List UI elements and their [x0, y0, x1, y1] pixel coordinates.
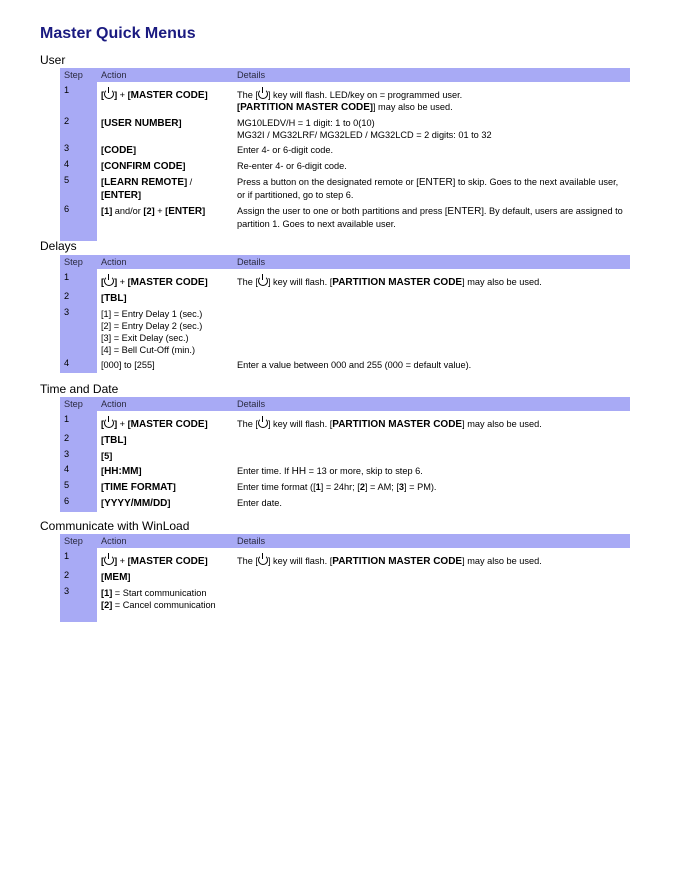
- table-row: [60, 82, 630, 116]
- step-number: 3: [64, 143, 70, 153]
- col-details: Details: [233, 397, 630, 411]
- step-number: 2: [64, 570, 70, 580]
- action-cell: [TIME FORMAT]: [101, 482, 176, 493]
- col-details: Details: [233, 68, 630, 82]
- action-cell: [LEARN REMOTE] / [ENTER]: [101, 177, 193, 201]
- action-cell: [TBL]: [101, 293, 127, 304]
- power-key-icon: [104, 555, 114, 565]
- table-row: [60, 116, 630, 143]
- power-key-icon: [258, 418, 268, 428]
- step-number: 4: [64, 159, 70, 169]
- col-action: Action: [97, 534, 233, 548]
- details-cell: The [ ] key will flash. [PARTITION MASTER CODE] may also be used.: [237, 556, 542, 567]
- step-number: 2: [64, 116, 70, 126]
- step-number: 3: [64, 307, 70, 317]
- table-row: [60, 143, 630, 159]
- details-cell: The [ ] key will flash. [PARTITION MASTER CODE] may also be used.: [237, 419, 542, 430]
- step-number: 1: [64, 414, 70, 424]
- col-details: Details: [233, 534, 630, 548]
- action-cell: [CONFIRM CODE]: [101, 161, 186, 172]
- step-number: 2: [64, 433, 70, 443]
- table-row: [60, 449, 630, 464]
- section-heading-delays: Delays: [40, 239, 77, 253]
- power-key-icon: [258, 89, 268, 99]
- action-cell: [1] = Entry Delay 1 (sec.) [2] = Entry Delay 2 (sec.) [3] = Exit Delay (sec.) [4] = Bell Cut-Off (min.): [101, 309, 203, 355]
- col-action: Action: [97, 68, 233, 82]
- power-key-icon: [104, 89, 114, 99]
- action-cell: [1] = Start communication [2] = Cancel communication: [101, 588, 216, 610]
- step-number: 4: [64, 358, 70, 368]
- col-details: Details: [233, 255, 630, 269]
- table-row: [60, 307, 630, 358]
- details-cell: Enter a value between 000 and 255 (000 = default value).: [237, 360, 472, 370]
- details-cell: Re-enter 4- or 6-digit code.: [237, 161, 347, 171]
- table-row: [60, 291, 630, 307]
- step-number: 4: [64, 464, 70, 474]
- col-action: Action: [97, 255, 233, 269]
- details-cell: Press a button on the designated remote or [ENTER] to skip. Goes to the next available user, or if partitioned, go to step 6.: [237, 177, 619, 200]
- table-row: [60, 433, 630, 449]
- step-number: 3: [64, 449, 70, 459]
- col-step: Step: [60, 68, 97, 82]
- table-row: [60, 464, 630, 480]
- action-cell: [ ] + [MASTER CODE]: [101, 277, 208, 288]
- step-number: 3: [64, 586, 70, 596]
- action-cell: [ ] + [MASTER CODE]: [101, 419, 208, 430]
- table-row: [60, 204, 630, 232]
- user-table: [60, 68, 630, 241]
- action-cell: [USER NUMBER]: [101, 118, 182, 129]
- step-number: 5: [64, 175, 70, 185]
- action-cell: [CODE]: [101, 145, 137, 156]
- details-cell: Assign the user to one or both partitions and press [ENTER]. By default, users are assigned to partition 1. Goes to next available user.: [237, 206, 623, 229]
- col-step: Step: [60, 534, 97, 548]
- details-cell: Enter date.: [237, 498, 282, 508]
- page-title: Master Quick Menus: [40, 25, 196, 42]
- winload-table: [60, 534, 630, 622]
- action-cell: [5]: [101, 451, 113, 461]
- section-heading-user: User: [40, 53, 66, 67]
- action-cell: [000] to [255]: [101, 360, 155, 370]
- power-key-icon: [104, 418, 114, 428]
- table-row: [60, 358, 630, 373]
- step-number: 6: [64, 204, 70, 214]
- action-cell: [TBL]: [101, 435, 127, 446]
- details-cell: Enter time. If HH = 13 or more, skip to step 6.: [237, 466, 423, 477]
- details-cell: Enter 4- or 6-digit code.: [237, 145, 334, 155]
- details-cell: Enter time format ([1] = 24hr; [2] = AM; [3] = PM).: [237, 482, 437, 492]
- table-row: [60, 586, 630, 613]
- section-heading-winload: Communicate with WinLoad: [40, 519, 190, 533]
- step-number: 1: [64, 551, 70, 561]
- table-row: [60, 548, 630, 570]
- section-heading-time: Time and Date: [40, 382, 119, 396]
- action-cell: [MEM]: [101, 572, 131, 583]
- step-number: 5: [64, 480, 70, 490]
- step-number: 1: [64, 272, 70, 282]
- table-row: [60, 159, 630, 175]
- step-number: 2: [64, 291, 70, 301]
- table-row: [60, 480, 630, 496]
- time-table: [60, 397, 630, 512]
- action-cell: [ ] + [MASTER CODE]: [101, 90, 208, 101]
- action-cell: [YYYY/MM/DD]: [101, 498, 171, 509]
- col-step: Step: [60, 397, 97, 411]
- power-key-icon: [258, 555, 268, 565]
- col-step: Step: [60, 255, 97, 269]
- details-cell: The [ ] key will flash. LED/key on = programmed user. [PARTITION MASTER CODE]] may also be used.: [237, 90, 463, 113]
- table-header: [60, 534, 630, 548]
- power-key-icon: [104, 276, 114, 286]
- table-header: [60, 397, 630, 411]
- step-number: 1: [64, 85, 70, 95]
- step-number: 6: [64, 496, 70, 506]
- details-cell: MG10LEDV/H = 1 digit: 1 to 0(10) MG32I / MG32LRF/ MG32LED / MG32LCD = 2 digits: 01 to 32: [237, 118, 492, 140]
- table-row: [60, 570, 630, 586]
- action-cell: [ ] + [MASTER CODE]: [101, 556, 208, 567]
- table-row: [60, 175, 630, 204]
- table-row: [60, 411, 630, 433]
- table-header: [60, 68, 630, 82]
- col-action: Action: [97, 397, 233, 411]
- table-row: [60, 496, 630, 512]
- details-cell: The [ ] key will flash. [PARTITION MASTER CODE] may also be used.: [237, 277, 542, 288]
- power-key-icon: [258, 276, 268, 286]
- table-header: [60, 255, 630, 269]
- table-row: [60, 269, 630, 291]
- action-cell: [HH:MM]: [101, 466, 142, 477]
- action-cell: [1] and/or [2] + [ENTER]: [101, 206, 206, 217]
- delays-table: [60, 255, 630, 373]
